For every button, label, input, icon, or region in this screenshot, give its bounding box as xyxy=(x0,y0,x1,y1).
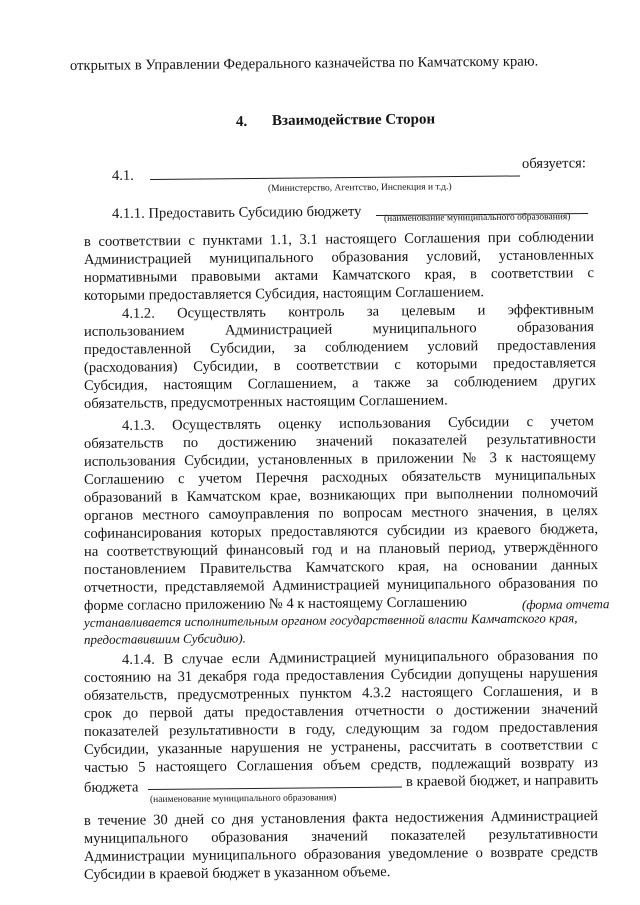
text-line: Соглашению с учетом Перечня расходных обязательств муниципальных xyxy=(83,467,597,488)
budget-caption: (наименование муниципального образования) xyxy=(149,793,337,805)
text-line: использования Субсидии, установленных в приложении № 3 к настоящему xyxy=(83,449,597,470)
clause-4-1-suffix: обязуется: xyxy=(521,155,586,172)
text-line: Субсидии, указанные нарушения не устранены, рассчитать в соответствии с xyxy=(83,737,599,758)
text-line: постановлением Правительства Камчатского края, на основании данных xyxy=(83,557,599,578)
section-number: 4. xyxy=(235,113,248,130)
clause-4-1-caption: (Министерство, Агентство, Инспекция и т.д.) xyxy=(267,182,452,194)
budget-blank xyxy=(148,774,402,795)
text-line: состоянию на 31 декабря года предоставления Субсидии допущены нарушения xyxy=(83,665,599,686)
text-line: срок до первой даты предоставления отчетности о достижении значений xyxy=(83,701,599,722)
budget-prefix: бюджета xyxy=(83,779,139,796)
text-line: софинансирования которых предоставляются субсидии из краевого бюджета, xyxy=(83,521,599,542)
text-line: форме согласно приложению № 4 к настоящему Соглашению xyxy=(83,594,468,614)
text-line: в течение 30 дней со дня установления факта недостижения Администрацией xyxy=(83,808,599,829)
text-line: использованием Администрацией муниципального образования xyxy=(83,319,595,340)
text-line: органов местного самоуправления по вопросам местного значения, в целях xyxy=(83,503,599,524)
text-line: Администрации муниципального образования уведомление о возврате средств xyxy=(83,844,599,865)
text-line: частью 5 настоящего Соглашения объем средств, подлежащий возврату из xyxy=(83,755,599,776)
clause-4-1-number: 4.1. xyxy=(111,167,134,184)
clause-4-1-blank xyxy=(150,162,520,185)
text-line: отчетности, представляемой Администрацией муниципального образования по xyxy=(83,575,599,596)
text-line: Субсидии в краевой бюджет в указанном объеме. xyxy=(83,864,391,883)
text-line: муниципального образования значений показателей результативности xyxy=(83,826,599,847)
form-note: устанавливается исполнительным органом государственной власти Камчатского края, xyxy=(83,610,578,630)
text-line: показателей результативности в году, следующим за годом предоставления xyxy=(83,719,599,740)
text-line: Администрацией муниципального образования условий, установленных xyxy=(83,247,595,268)
clause-4-1-1-text: 4.1.1. Предоставить Субсидию бюджету xyxy=(111,203,362,222)
text-line: 4.1.4. В случае если Администрацией муниципального образования по xyxy=(121,647,599,668)
text-line: обязательств, предусмотренных пунктом 4.3.2 настоящего Соглашения, и в xyxy=(83,683,599,704)
text-line: 4.1.2. Осуществлять контроль за целевым и эффективным xyxy=(121,301,595,322)
text-line: на соответствующий финансовый год и на плановый период, утверждённого xyxy=(83,539,599,560)
budget-suffix: в краевой бюджет, и направить xyxy=(405,772,599,790)
text-line: обязательств по достижению значений показателей результативности xyxy=(83,431,597,452)
text-line: нормативными правовыми актами Камчатского края, в соответствии с xyxy=(83,265,595,286)
text-line: предоставленной Субсидии, за соблюдением условий предоставления xyxy=(83,337,597,358)
text-line: которыми предоставляется Субсидия, настоящим Соглашением. xyxy=(83,284,485,304)
text-line: обязательств, предусмотренных настоящим Соглашением. xyxy=(83,392,448,412)
form-note: (форма отчета xyxy=(521,596,610,612)
form-note: предоставившим Субсидию). xyxy=(83,630,246,647)
section-title: Взаимодействие Сторон xyxy=(271,111,436,129)
text-line: (расходования) Субсидии, в соответствии с которыми предоставляется xyxy=(83,355,597,376)
text-line: образований в Камчатском крае, возникающих при выполнении полномочий xyxy=(83,485,599,506)
text-line: Субсидия, настоящим Соглашением, а также за соблюдением других xyxy=(83,373,597,394)
text-line: 4.1.3. Осуществлять оценку использования Субсидии с учетом xyxy=(121,413,595,434)
text-line: открытых в Управлении Федерального казначейства по Камчатскому краю. xyxy=(69,53,539,74)
clause-4-1-1-caption: (наименование муниципального образования) xyxy=(383,212,571,224)
text-line: в соответствии с пунктами 1.1, 3.1 настоящего Соглашения при соблюдении xyxy=(83,229,595,250)
